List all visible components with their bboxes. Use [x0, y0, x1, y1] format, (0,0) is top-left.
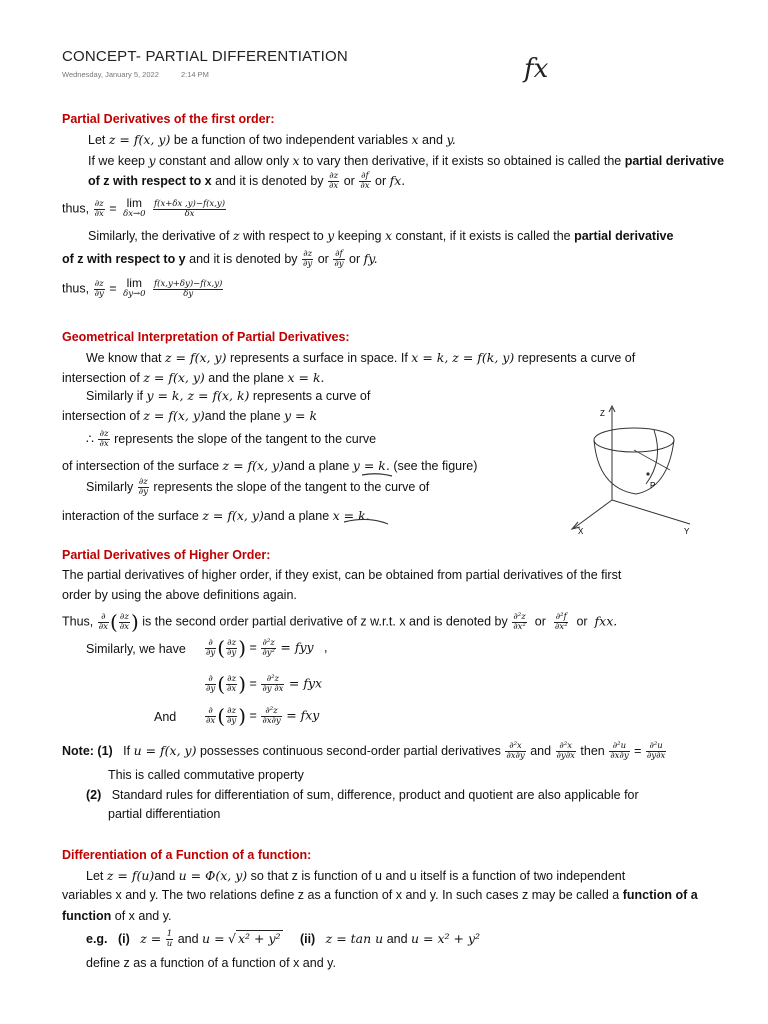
eq-fyx: $\frac{\partial}{\partial y}$ ( $\frac{\partial z}{\partial x}$ ) = $\frac{\text{∂²z}}{\partial y \partial x}$ = fyx: [206, 672, 323, 696]
s2-line5: ∴ $\frac{\partial z}{\partial x}$ represents the slope of the tangent to the curve: [86, 429, 377, 449]
note-2: (2) Standard rules for differentiation of sum, difference, product and quotient are also applicable for: [86, 788, 639, 802]
s2-line6: of intersection of the surface z = f(x, y)and a plane y = k. (see the figure): [62, 458, 478, 473]
s1-limit-y: thus, $\frac{\partial z}{\partial y}$ = lim δy→0 $\frac{f(x,y+\delta y)-f(x,y)}{\delta y}$: [62, 276, 223, 299]
handwritten-note: fx: [524, 54, 549, 84]
s1-line4: Similarly, the derivative of z with respect to y keeping x constant, if it exists is called the partial derivative: [88, 228, 674, 243]
fig-x-label: X: [578, 527, 584, 536]
s4-line5: define z as a function of a function of x and y.: [86, 956, 336, 970]
s1-line2: If we keep y constant and allow only x to vary then derivative, if it exists so obtained is called the partial derivative: [88, 153, 725, 168]
note-1-commutative: This is called commutative property: [108, 768, 304, 782]
df-dx-fraction: $\frac{\partial f}{\partial x}$: [360, 171, 370, 191]
eq-fxy: $\frac{\partial}{\partial x}$ ( $\frac{\partial z}{\partial y}$ ) = $\frac{\text{∂²z}}{\partial x\partial y}$ = fxy: [206, 704, 320, 728]
s2-line2: intersection of z = f(x, y) and the plane x = k.: [62, 370, 325, 385]
fig-p-label: P: [650, 481, 656, 490]
time-text: 2:14 PM: [180, 70, 209, 79]
s2-line8: interaction of the surface z = f(x, y)and a plane x = k.: [62, 508, 370, 523]
s2-line3: Similarly if y = k, z = f(x, k) represents a curve of: [86, 388, 371, 403]
s2-line7: Similarly $\frac{\partial z}{\partial y}$ represents the slope of the tangent to the curve of: [86, 477, 430, 497]
s1-limit-x: thus, $\frac{\partial z}{\partial x}$ = lim δx→0 $\frac{f(x+\delta x ,y)-f(x,y)}{\delta x}$: [62, 196, 226, 219]
section-higher-order-heading: Partial Derivatives of Higher Order:: [62, 548, 271, 562]
s3-line2: order by using the above definitions again.: [62, 588, 297, 602]
fig-z-label: Z: [600, 409, 605, 418]
note-1: Note: (1) If u = f(x, y) possesses continuous second-order partial derivatives $\frac{\text{∂²x}}{\partial x\partial y}$ and $\frac{\text{∂²x}}{\partial y\partial x}$ then $\frac{\text{∂²u}}{\partial x\partial y}$ = $\frac{\text{∂²u}}{\partial y\partial x}$: [62, 741, 666, 761]
s3-line3: Thus, $\frac{\partial}{\partial x}$ ( $\frac{\partial z}{\partial x}$ ) is the second order partial derivative of z w.r.t. x and is denoted by $\frac{\text{∂²z}}{\text{∂x²}}$ or $\frac{\text{∂²f}}{\text{∂x²}}$ or fxx.: [62, 610, 618, 634]
fig-y-label: Y: [684, 527, 690, 536]
eq-fyy: $\frac{\partial}{\partial y}$ ( $\frac{\partial z}{\partial y}$ ) = $\frac{\text{∂²z}}{\text{∂y²}}$ = fyy ,: [206, 636, 328, 660]
s3-line1: The partial derivatives of higher order, if they exist, can be obtained from partial derivatives of the first: [62, 568, 622, 582]
date-text: Wednesday, January 5, 2022: [62, 70, 159, 79]
note-2-cont: partial differentiation: [108, 807, 221, 821]
s2-line4: intersection of z = f(x, y)and the plane y = k: [62, 408, 318, 423]
surface-figure: [560, 400, 720, 540]
s1-line5: of z with respect to y and it is denoted by $\frac{\partial z}{\partial y}$ or $\frac{\partial f}{\partial y}$ or fy.: [62, 249, 378, 269]
dz-dx-fraction: $\frac{\partial z}{\partial x}$: [329, 171, 339, 191]
s4-line1: Let z = f(u)and u = Φ(x, y) so that z is function of u and u itself is a function of two independent: [86, 868, 626, 883]
section-first-order-heading: Partial Derivatives of the first order:: [62, 112, 275, 126]
handwritten-underlines: [340, 470, 410, 530]
and-label: And: [154, 710, 177, 724]
s4-examples: e.g. (i) z = $\frac{1}{u}$ and u = √ x² + y² (ii) z = tan u and u = x² + y²: [86, 929, 481, 949]
s2-line1: We know that z = f(x, y) represents a surface in space. If x = k, z = f(k, y) represents a curve of: [86, 350, 636, 365]
s4-line2: variables x and y. The two relations define z as a function of x and y. In such cases z may be called a function of a: [62, 888, 698, 902]
timestamp: [62, 70, 229, 79]
page-title: CONCEPT- PARTIAL DIFFERENTIATION: [62, 48, 348, 65]
s4-line3: function of x and y.: [62, 909, 172, 923]
section-function-of-function-heading: Differentiation of a Function of a function:: [62, 848, 312, 862]
s1-line3: of z with respect to x and it is denoted by $\frac{\partial z}{\partial x}$ or $\frac{\partial f}{\partial x}$ or fx.: [88, 171, 406, 191]
section-geometric-heading: Geometrical Interpretation of Partial Derivatives:: [62, 330, 350, 344]
s3-similarly: Similarly, we have: [86, 642, 186, 656]
s1-line1: Let z = f(x, y) be a function of two independent variables x and y.: [88, 132, 456, 147]
